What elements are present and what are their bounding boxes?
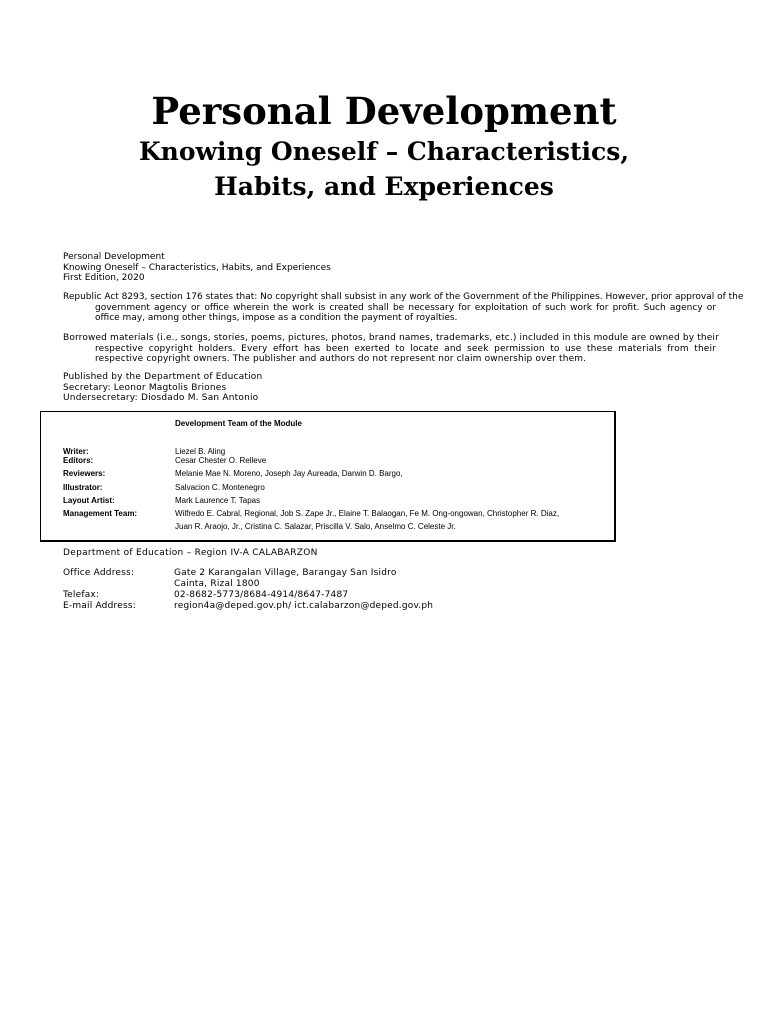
telefax-value: 02-8682-5773/8684-4914/8647-7487 bbox=[174, 590, 349, 600]
team-names-writer: Liezel B. Aling bbox=[175, 447, 226, 456]
team-names-management-continued: Juan R. Araojo, Jr., Cristina C. Salazar, Priscilla V. Salo, Anselmo C. Celeste Jr. bbox=[175, 522, 456, 531]
copyright-rest: government agency or office wherein the work is created shall be necessary for exploitation of such work for profit. Such agency or office may, among other things, impose as a condition the payment of royalties. bbox=[95, 302, 716, 323]
borrowed-materials-notice bbox=[63, 333, 719, 365]
copyright-first-line: Republic Act 8293, section 176 states that: No copyright shall subsist in any work of the Government of the Philippines. However, prior approval of the bbox=[63, 292, 744, 302]
edition-line-title: Personal Development bbox=[63, 252, 165, 262]
email-value: region4a@deped.gov.ph/ ict.calabarzon@deped.gov.ph bbox=[174, 601, 434, 611]
region-heading: Department of Education – Region IV-A CALABARZON bbox=[63, 548, 318, 558]
edition-info bbox=[63, 252, 331, 284]
document-subtitle: Knowing Oneself – Characteristics, Habits, and Experiences bbox=[138, 137, 630, 201]
telefax-label: Telefax: bbox=[63, 590, 100, 600]
document-title: Personal Development bbox=[151, 89, 617, 133]
office-address-label: Office Address: bbox=[63, 568, 135, 578]
team-names-management: Wilfredo E. Cabral, Regional, Job S. Zape Jr., Elaine T. Balaogan, Fe M. Ong-ongowan, Christopher R. Diaz, bbox=[175, 509, 560, 518]
team-names-layout-artist: Mark Laurence T. Tapas bbox=[175, 496, 261, 505]
team-names-reviewers: Melanie Mae N. Moreno, Joseph Jay Aureada, Darwin D. Bargo, bbox=[175, 469, 403, 478]
team-role-reviewers: Reviewers: bbox=[63, 469, 106, 478]
team-role-layout-artist: Layout Artist: bbox=[63, 496, 115, 505]
email-label: E-mail Address: bbox=[63, 601, 136, 611]
team-heading: Development Team of the Module bbox=[175, 419, 302, 428]
team-names-editors: Cesar Chester O. Relleve bbox=[175, 456, 267, 465]
office-address-value: Gate 2 Karangalan Village, Barangay San Isidro bbox=[174, 568, 397, 578]
team-role-editors: Editors: bbox=[63, 456, 94, 465]
edition-line-edition: First Edition, 2020 bbox=[63, 273, 145, 283]
undersecretary-line: Undersecretary: Diosdado M. San Antonio bbox=[63, 393, 259, 403]
team-role-management: Management Team: bbox=[63, 509, 138, 518]
publisher-info bbox=[63, 372, 262, 404]
borrowed-first-line: Borrowed materials (i.e., songs, stories, poems, pictures, photos, brand names, trademarks, etc.) included in this module are owned by their bbox=[63, 333, 719, 343]
borrowed-rest: respective copyright holders. Every effort has been exerted to locate and seek permission to use these materials from their respective copyright owners. The publisher and authors do not represent nor claim ownership over them. bbox=[95, 343, 716, 364]
team-role-writer: Writer: bbox=[63, 447, 89, 456]
development-team-box bbox=[40, 411, 616, 542]
secretary-line: Secretary: Leonor Magtolis Briones bbox=[63, 382, 227, 393]
office-address-value-line2: Cainta, Rizal 1800 bbox=[174, 579, 260, 589]
edition-line-subtitle: Knowing Oneself – Characteristics, Habits, and Experiences bbox=[63, 262, 331, 273]
team-names-illustrator: Salvacion C. Montenegro bbox=[175, 483, 265, 492]
copyright-notice bbox=[63, 292, 744, 324]
team-role-illustrator: Illustrator: bbox=[63, 483, 103, 492]
publisher-line: Published by the Department of Education bbox=[63, 372, 263, 382]
